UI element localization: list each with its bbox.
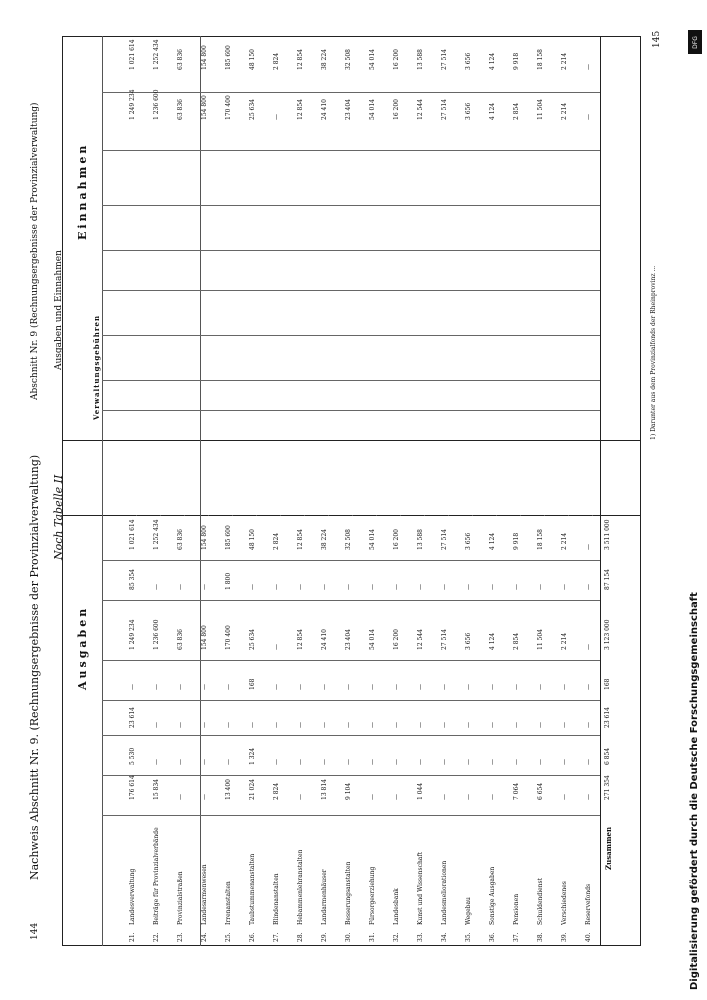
row-value-f: — <box>320 584 328 590</box>
row-divider <box>544 515 545 516</box>
row-value-f: — <box>176 584 184 590</box>
row-divider <box>400 515 401 516</box>
right-page-number: 145 <box>652 30 662 48</box>
row-value-right-e: 154 800 <box>200 95 208 120</box>
row-value-f: — <box>512 584 520 590</box>
row-label: Irrenanstalten <box>224 881 232 925</box>
row-value-right-g: 18 158 <box>536 49 544 70</box>
row-value-e: 12 544 <box>416 629 424 650</box>
row-value-d: — <box>224 684 232 690</box>
row-value-a: 1 044 <box>416 782 424 800</box>
row-label: Pensionen <box>512 893 520 925</box>
row-value-right-g: 154 800 <box>200 45 208 70</box>
row-value-right-g: 38 224 <box>320 49 328 70</box>
table-vline-1 <box>62 36 63 946</box>
total-value-d: 168 <box>604 678 611 690</box>
row-divider <box>232 515 233 516</box>
row-value-right-g: 27 514 <box>440 49 448 70</box>
row-value-f: — <box>152 584 160 590</box>
row-value-f: — <box>416 584 424 590</box>
row-divider <box>496 515 497 516</box>
row-value-a: — <box>464 794 472 800</box>
row-value-g: 9 918 <box>512 532 520 550</box>
row-label: Landesarmenwesen <box>200 864 208 925</box>
row-number: 27. <box>272 932 280 942</box>
row-value-d: — <box>488 684 496 690</box>
row-value-c: — <box>560 722 568 728</box>
dfg-logo: DFG <box>688 30 702 54</box>
row-value-b: — <box>344 759 352 765</box>
row-value-b: — <box>464 759 472 765</box>
row-value-e: 54 014 <box>368 629 376 650</box>
row-value-f: — <box>368 584 376 590</box>
row-label: Hebammenlehranstalten <box>296 849 304 925</box>
row-value-e: 16 200 <box>392 629 400 650</box>
row-value-b: — <box>440 759 448 765</box>
row-value-b: — <box>368 759 376 765</box>
row-value-e: 170 400 <box>224 625 232 650</box>
col-line <box>102 560 600 561</box>
row-number: 23. <box>176 932 184 942</box>
row-value-g: 16 200 <box>392 529 400 550</box>
row-value-c: — <box>296 722 304 728</box>
row-number: 30. <box>344 932 352 942</box>
row-number: 34. <box>440 932 448 942</box>
table-vline-2 <box>102 36 103 946</box>
total-value-c: 23 614 <box>604 707 611 728</box>
row-value-right-e: 2 214 <box>560 102 568 120</box>
left-section-title: Ausgaben <box>76 605 89 690</box>
right-section-title: Einnahmen <box>76 142 89 240</box>
row-label: Landesmeliorationen <box>440 860 448 925</box>
col-line <box>102 380 600 381</box>
row-value-b: — <box>272 759 280 765</box>
col-line <box>102 410 600 411</box>
row-number: 22. <box>152 932 160 942</box>
row-value-right-e: 12 854 <box>296 99 304 120</box>
row-value-a: — <box>560 794 568 800</box>
row-value-e: 2 854 <box>512 632 520 650</box>
row-value-g: 2 214 <box>560 532 568 550</box>
left-page-subheader: Noch Tabelle II <box>52 474 65 560</box>
col-line <box>102 700 600 701</box>
row-value-e: 1 236 600 <box>152 619 160 650</box>
row-divider <box>424 515 425 516</box>
row-divider <box>136 515 137 516</box>
row-value-d: — <box>512 684 520 690</box>
row-value-a: — <box>488 794 496 800</box>
row-value-b: — <box>152 759 160 765</box>
col-line <box>102 92 600 93</box>
table-frame-mid <box>62 440 640 441</box>
row-value-right-e: 25 634 <box>248 99 256 120</box>
row-value-a: — <box>440 794 448 800</box>
row-value-e: 12 854 <box>296 629 304 650</box>
row-number: 38. <box>536 932 544 942</box>
row-value-right-e: 1 236 600 <box>152 89 160 120</box>
row-value-right-g: 54 014 <box>368 49 376 70</box>
row-value-d: — <box>440 684 448 690</box>
col-line <box>102 775 600 776</box>
row-value-d: — <box>272 684 280 690</box>
row-value-right-g: 12 854 <box>296 49 304 70</box>
row-value-f: — <box>344 584 352 590</box>
row-number: 32. <box>392 932 400 942</box>
row-label: Beiträge für Provinzialverbände <box>152 827 160 925</box>
col-line <box>102 815 600 816</box>
row-number: 35. <box>464 932 472 942</box>
row-number: 31. <box>368 932 376 942</box>
row-value-g: 27 514 <box>440 529 448 550</box>
row-value-d: — <box>128 684 136 690</box>
row-value-b: — <box>584 759 592 765</box>
row-divider <box>184 515 185 516</box>
row-value-a: 13 814 <box>320 779 328 800</box>
table-vline-5 <box>640 36 641 946</box>
row-value-d: 168 <box>248 678 256 690</box>
row-value-a: — <box>176 794 184 800</box>
row-value-b: — <box>416 759 424 765</box>
row-value-a: 13 400 <box>224 779 232 800</box>
right-page-subheader: Ausgaben und Einnahmen <box>54 250 64 370</box>
row-label: Landesverwaltung <box>128 868 136 925</box>
table-frame-top <box>62 515 640 516</box>
row-value-right-e: 54 014 <box>368 99 376 120</box>
row-value-f: — <box>248 584 256 590</box>
row-value-g: 38 224 <box>320 529 328 550</box>
row-value-a: 176 614 <box>128 775 136 800</box>
row-value-right-e: 16 200 <box>392 99 400 120</box>
row-value-g: 185 600 <box>224 525 232 550</box>
col-line <box>102 290 600 291</box>
row-value-e: 25 634 <box>248 629 256 650</box>
row-value-g: 13 588 <box>416 529 424 550</box>
row-value-right-g: 63 836 <box>176 49 184 70</box>
row-value-d: — <box>464 684 472 690</box>
row-value-c: — <box>248 722 256 728</box>
row-value-right-e: 170 400 <box>224 95 232 120</box>
row-value-right-g: 2 824 <box>272 52 280 70</box>
row-number: 29. <box>320 932 328 942</box>
footnote: 1) Darunter aus dem Provinzialfonds der Rheinprovinz ... <box>650 265 657 440</box>
row-value-c: — <box>392 722 400 728</box>
row-value-f: — <box>296 584 304 590</box>
row-value-c: — <box>584 722 592 728</box>
row-divider <box>304 515 305 516</box>
row-value-g: 12 854 <box>296 529 304 550</box>
row-label: Landesbank <box>392 888 400 925</box>
row-value-g: 154 800 <box>200 525 208 550</box>
row-value-g: 54 014 <box>368 529 376 550</box>
col-line <box>102 660 600 661</box>
row-value-c: 23 614 <box>128 707 136 728</box>
row-value-b: — <box>200 759 208 765</box>
row-value-a: — <box>368 794 376 800</box>
row-value-right-e: 63 836 <box>176 99 184 120</box>
row-value-d: — <box>584 684 592 690</box>
row-value-g: 63 836 <box>176 529 184 550</box>
row-value-e: — <box>584 644 592 650</box>
row-value-right-e: — <box>584 114 592 120</box>
total-value-e: 3 123 000 <box>604 619 611 650</box>
row-value-b: — <box>560 759 568 765</box>
row-label: Verschiedenes <box>560 881 568 925</box>
row-value-c: — <box>272 722 280 728</box>
row-divider <box>568 515 569 516</box>
row-value-f: — <box>584 584 592 590</box>
row-value-right-e: 23 404 <box>344 99 352 120</box>
row-value-g: 32 508 <box>344 529 352 550</box>
total-value-g: 3 511 000 <box>604 519 611 550</box>
row-value-c: — <box>224 722 232 728</box>
table-vline-3 <box>200 36 201 946</box>
row-value-a: 6 654 <box>536 782 544 800</box>
row-value-b: — <box>296 759 304 765</box>
row-value-d: — <box>200 684 208 690</box>
row-value-e: 11 504 <box>536 629 544 650</box>
row-value-d: — <box>296 684 304 690</box>
row-number: 37. <box>512 932 520 942</box>
table-vline-4 <box>600 36 601 946</box>
total-value-f: 87 154 <box>604 569 611 590</box>
row-value-b: — <box>536 759 544 765</box>
row-value-d: — <box>368 684 376 690</box>
row-number: 28. <box>296 932 304 942</box>
row-number: 40. <box>584 932 592 942</box>
row-value-c: — <box>512 722 520 728</box>
row-value-right-g: 185 600 <box>224 45 232 70</box>
row-number: 36. <box>488 932 496 942</box>
row-value-right-g: 13 588 <box>416 49 424 70</box>
row-value-c: — <box>488 722 496 728</box>
row-label: Blindenanstalten <box>272 873 280 925</box>
row-value-right-g: 1 252 434 <box>152 39 160 70</box>
row-value-e: 2 214 <box>560 632 568 650</box>
row-value-f: — <box>440 584 448 590</box>
row-value-right-g: 1 021 614 <box>128 39 136 70</box>
row-divider <box>472 515 473 516</box>
row-value-b: — <box>176 759 184 765</box>
row-divider <box>280 515 281 516</box>
total-value-b: 6 854 <box>604 747 611 765</box>
row-value-right-e: 27 514 <box>440 99 448 120</box>
row-value-d: — <box>392 684 400 690</box>
sidebar-text: Digitalisierung gefördert durch die Deutsche Forschungsgemeinschaft <box>689 592 700 990</box>
row-value-right-e: 1 249 234 <box>128 89 136 120</box>
row-value-e: 24 410 <box>320 629 328 650</box>
row-value-b: — <box>320 759 328 765</box>
row-value-e: — <box>272 644 280 650</box>
row-value-right-e: 11 504 <box>536 99 544 120</box>
row-label: Provinzialstraßen <box>176 871 184 925</box>
row-number: 21. <box>128 932 136 942</box>
row-value-e: 23 404 <box>344 629 352 650</box>
row-number: 25. <box>224 932 232 942</box>
row-value-right-g: 48 150 <box>248 49 256 70</box>
row-value-g: 1 252 434 <box>152 519 160 550</box>
row-value-a: 7 064 <box>512 782 520 800</box>
row-value-b: 1 324 <box>248 747 256 765</box>
right-page-header: Abschnitt Nr. 9 (Rechnungsergebnisse der Provinzialverwaltung) <box>30 102 40 400</box>
row-value-f: — <box>272 584 280 590</box>
row-divider <box>160 515 161 516</box>
total-label: Zusammen <box>604 826 613 870</box>
row-divider <box>208 515 209 516</box>
row-value-e: 154 800 <box>200 625 208 650</box>
row-divider <box>256 515 257 516</box>
row-value-right-e: 3 656 <box>464 102 472 120</box>
row-value-f: — <box>464 584 472 590</box>
row-value-c: — <box>536 722 544 728</box>
row-label: Besserungsanstalten <box>344 861 352 925</box>
row-value-right-g: 32 508 <box>344 49 352 70</box>
row-value-c: — <box>200 722 208 728</box>
row-value-a: — <box>392 794 400 800</box>
row-value-g: 4 124 <box>488 532 496 550</box>
row-value-d: — <box>416 684 424 690</box>
row-label: Taubstummenanstalten <box>248 853 256 925</box>
row-value-f: — <box>536 584 544 590</box>
row-label: Kunst und Wissenschaft <box>416 851 424 925</box>
row-value-right-e: 4 124 <box>488 102 496 120</box>
row-divider <box>352 515 353 516</box>
row-value-e: 63 836 <box>176 629 184 650</box>
row-divider <box>448 515 449 516</box>
row-value-c: — <box>464 722 472 728</box>
row-value-right-e: 2 854 <box>512 102 520 120</box>
row-value-right-e: 24 410 <box>320 99 328 120</box>
row-value-c: — <box>320 722 328 728</box>
row-value-e: 27 514 <box>440 629 448 650</box>
row-value-right-e: — <box>272 114 280 120</box>
row-divider <box>592 515 593 516</box>
row-value-b: — <box>224 759 232 765</box>
row-value-d: — <box>560 684 568 690</box>
row-divider <box>328 515 329 516</box>
row-divider <box>376 515 377 516</box>
row-value-g: 1 021 614 <box>128 519 136 550</box>
row-value-g: 18 158 <box>536 529 544 550</box>
row-value-right-g: 2 214 <box>560 52 568 70</box>
row-value-d: — <box>152 684 160 690</box>
row-value-a: — <box>296 794 304 800</box>
row-value-right-e: 12 544 <box>416 99 424 120</box>
left-page-header: Nachweis Abschnitt Nr. 9. (Rechnungsergebnisse der Provinzialverwaltung) <box>28 454 41 880</box>
row-value-right-g: 16 200 <box>392 49 400 70</box>
row-number: 26. <box>248 932 256 942</box>
right-subsection-title: Verwaltungsgebühren <box>92 314 101 420</box>
row-value-b: — <box>512 759 520 765</box>
row-value-c: — <box>440 722 448 728</box>
row-value-right-g: 9 918 <box>512 52 520 70</box>
row-value-c: — <box>344 722 352 728</box>
row-value-f: — <box>560 584 568 590</box>
row-value-f: 85 354 <box>128 569 136 590</box>
row-value-c: — <box>152 722 160 728</box>
row-value-d: — <box>320 684 328 690</box>
row-value-e: 4 124 <box>488 632 496 650</box>
col-line <box>102 735 600 736</box>
row-value-b: — <box>392 759 400 765</box>
row-value-e: 3 656 <box>464 632 472 650</box>
col-line <box>102 250 600 251</box>
row-number: 39. <box>560 932 568 942</box>
row-value-a: 21 024 <box>248 779 256 800</box>
row-value-f: — <box>488 584 496 590</box>
col-line <box>102 205 600 206</box>
row-value-b: 5 530 <box>128 747 136 765</box>
row-value-f: — <box>392 584 400 590</box>
col-line <box>102 150 600 151</box>
row-value-e: 1 249 234 <box>128 619 136 650</box>
row-label: Wegebau <box>464 897 472 925</box>
row-value-a: 2 824 <box>272 782 280 800</box>
row-value-d: — <box>344 684 352 690</box>
row-value-g: 2 824 <box>272 532 280 550</box>
row-value-a: — <box>200 794 208 800</box>
row-number: 24. <box>200 932 208 942</box>
row-value-right-g: 4 124 <box>488 52 496 70</box>
row-label: Fürsorgeerziehung <box>368 866 376 925</box>
row-label: Reservefonds <box>584 883 592 925</box>
row-label: Schuldendienst <box>536 877 544 925</box>
row-value-f: 1 800 <box>224 572 232 590</box>
row-value-d: — <box>176 684 184 690</box>
row-value-c: — <box>416 722 424 728</box>
row-value-g: — <box>584 544 592 550</box>
col-line <box>102 600 600 601</box>
row-value-a: — <box>584 794 592 800</box>
row-value-c: — <box>368 722 376 728</box>
row-label: Sonstige Ausgaben <box>488 866 496 925</box>
row-value-right-g: 3 656 <box>464 52 472 70</box>
row-value-a: 9 104 <box>344 782 352 800</box>
row-value-right-g: — <box>584 64 592 70</box>
left-page-number: 144 <box>30 922 40 940</box>
row-value-b: — <box>488 759 496 765</box>
table-frame-right-top <box>62 36 640 37</box>
row-label: Landarmenhäuser <box>320 869 328 925</box>
total-value-a: 271 354 <box>604 775 611 800</box>
row-value-a: 15 834 <box>152 779 160 800</box>
row-value-c: — <box>176 722 184 728</box>
row-value-f: — <box>200 584 208 590</box>
row-value-g: 48 150 <box>248 529 256 550</box>
row-number: 33. <box>416 932 424 942</box>
row-divider <box>520 515 521 516</box>
row-value-d: — <box>536 684 544 690</box>
row-value-g: 3 656 <box>464 532 472 550</box>
col-line <box>102 335 600 336</box>
table-frame-bottom <box>62 945 640 946</box>
